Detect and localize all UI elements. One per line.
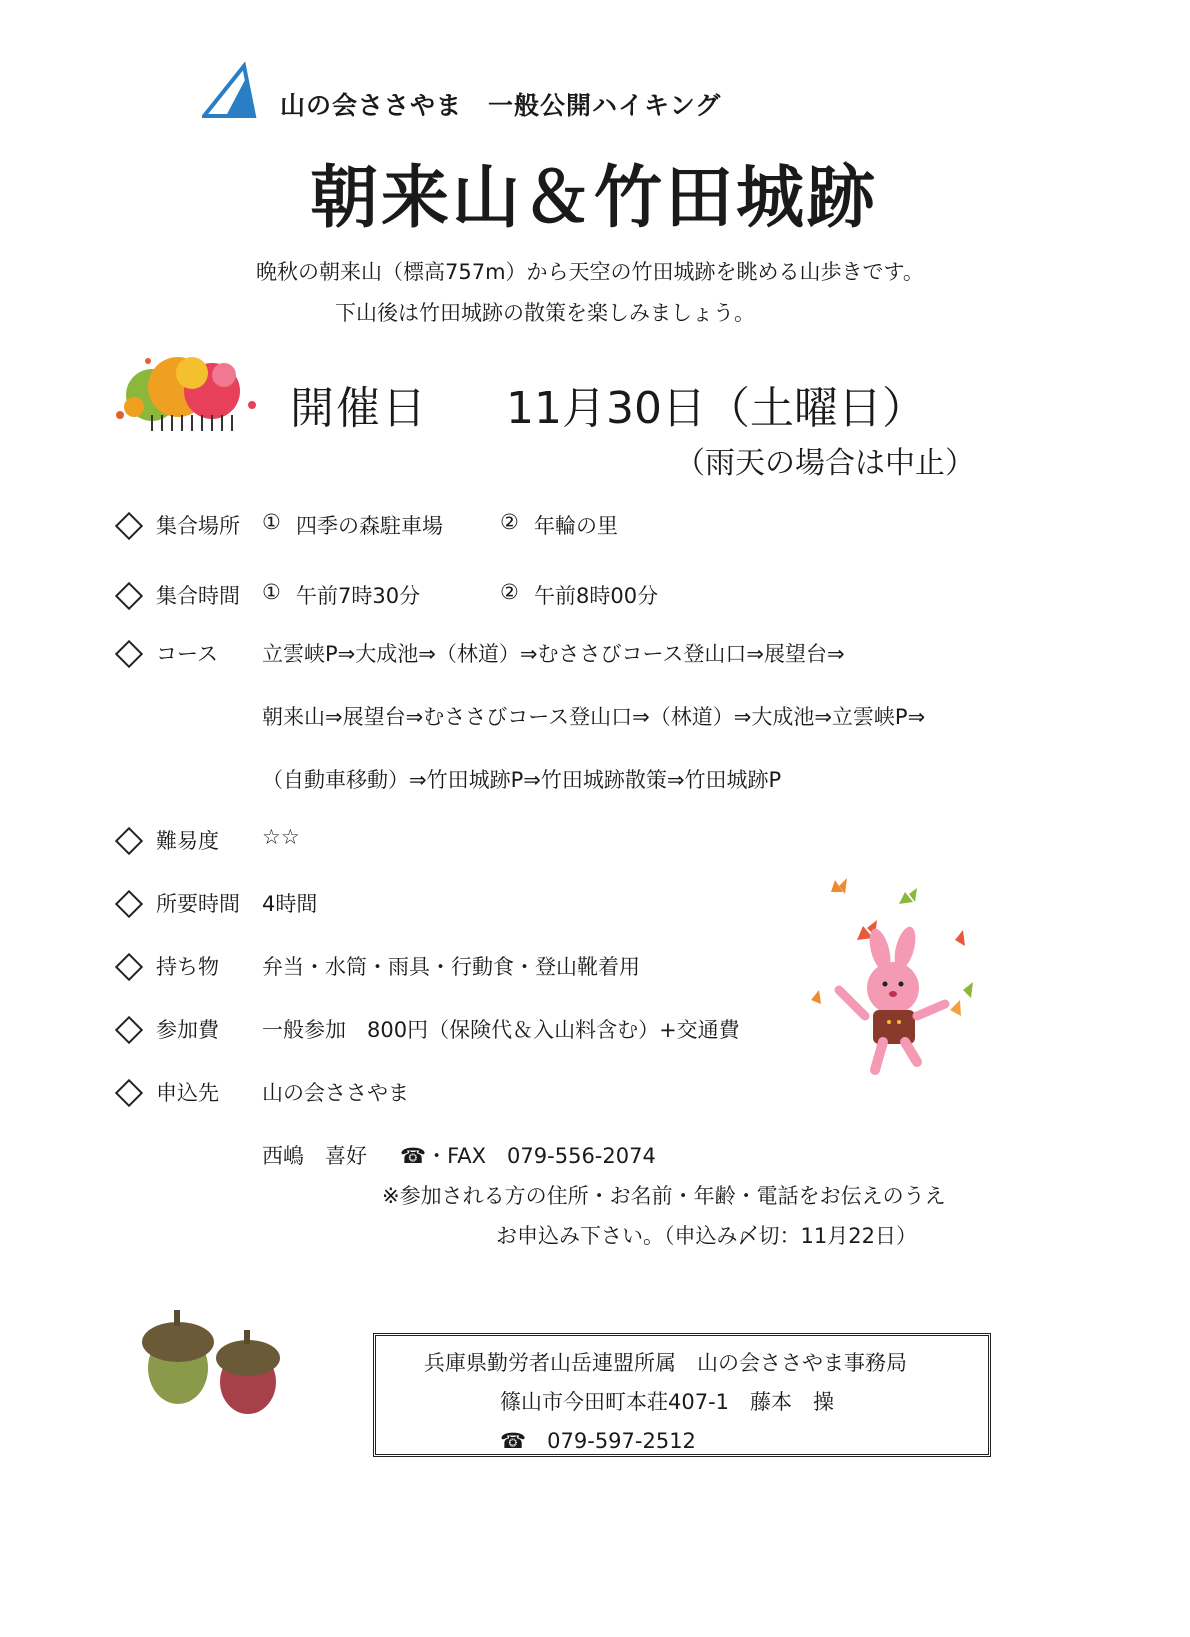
diamond-bullet-icon	[115, 512, 143, 540]
meeting-time-2-number: ②	[500, 580, 519, 604]
meeting-place-1: 四季の森駐車場	[296, 514, 443, 538]
office-affiliation: 兵庫県勤労者山岳連盟所属 山の会ささやま事務局	[424, 1351, 907, 1375]
apply-note-2: お申込み下さい。（申込み〆切：11月22日）	[496, 1224, 917, 1248]
meeting-time-1: 午前7時30分	[296, 584, 421, 608]
meeting-place-2-number: ②	[500, 510, 519, 534]
difficulty-label: 難易度	[156, 829, 219, 853]
apply-value: 山の会ささやま	[262, 1081, 409, 1105]
office-phone: ☎ 079-597-2512	[500, 1429, 696, 1453]
meeting-time-2: 午前8時00分	[534, 584, 659, 608]
course-line-2: 朝来山⇒展望台⇒むささびコース登山口⇒（林道）⇒大成池⇒立雲峡P⇒	[262, 705, 926, 729]
meeting-place-2: 年輪の里	[534, 514, 618, 538]
belongings-value: 弁当・水筒・雨具・行動食・登山靴着用	[262, 955, 640, 979]
course-line-1: 立雲峡P⇒大成池⇒（林道）⇒むささびコース登山口⇒展望台⇒	[262, 642, 845, 666]
event-date: 11月30日（土曜日）	[506, 383, 926, 434]
intro-line-1: 晩秋の朝来山（標高757m）から天空の竹田城跡を眺める山歩きです。	[256, 260, 924, 284]
contact-phone-fax: ☎・FAX 079-556-2074	[400, 1144, 656, 1168]
autumn-trees-icon	[112, 345, 262, 441]
duration-value: 4時間	[262, 892, 318, 916]
diamond-bullet-icon	[115, 1079, 143, 1107]
date-label: 開催日	[290, 383, 428, 434]
course-line-3: （自動車移動）⇒竹田城跡P⇒竹田城跡散策⇒竹田城跡P	[262, 768, 782, 792]
duration-label: 所要時間	[156, 892, 240, 916]
page-title: 朝来山＆竹田城跡	[310, 159, 879, 238]
acorns-illustration-icon	[130, 1302, 295, 1422]
course-label: コース	[156, 642, 218, 666]
office-address: 篠山市今田町本荘407-1 藤本 操	[500, 1390, 835, 1414]
diamond-bullet-icon	[115, 953, 143, 981]
contact-name: 西嶋 喜好	[262, 1144, 367, 1168]
belongings-label: 持ち物	[156, 955, 219, 979]
fee-value: 一般参加 800円（保険代＆入山料含む）+交通費	[262, 1018, 740, 1042]
meeting-time-label: 集合時間	[156, 584, 240, 608]
meeting-place-1-number: ①	[262, 510, 281, 534]
intro-line-2: 下山後は竹田城跡の散策を楽しみましょう。	[335, 301, 755, 325]
mountain-logo-icon	[202, 60, 258, 120]
diamond-bullet-icon	[115, 827, 143, 855]
fee-label: 参加費	[156, 1018, 219, 1042]
diamond-bullet-icon	[115, 582, 143, 610]
difficulty-stars: ☆☆	[262, 825, 300, 849]
org-heading: 山の会ささやま 一般公開ハイキング	[280, 91, 722, 120]
rabbit-illustration-icon	[805, 870, 1000, 1095]
rain-cancel-note: （雨天の場合は中止）	[675, 446, 975, 481]
diamond-bullet-icon	[115, 1016, 143, 1044]
diamond-bullet-icon	[115, 890, 143, 918]
diamond-bullet-icon	[115, 640, 143, 668]
apply-label: 申込先	[156, 1081, 219, 1105]
meeting-time-1-number: ①	[262, 580, 281, 604]
apply-note-1: ※参加される方の住所・お名前・年齢・電話をお伝えのうえ	[382, 1184, 946, 1208]
meeting-place-label: 集合場所	[156, 514, 240, 538]
